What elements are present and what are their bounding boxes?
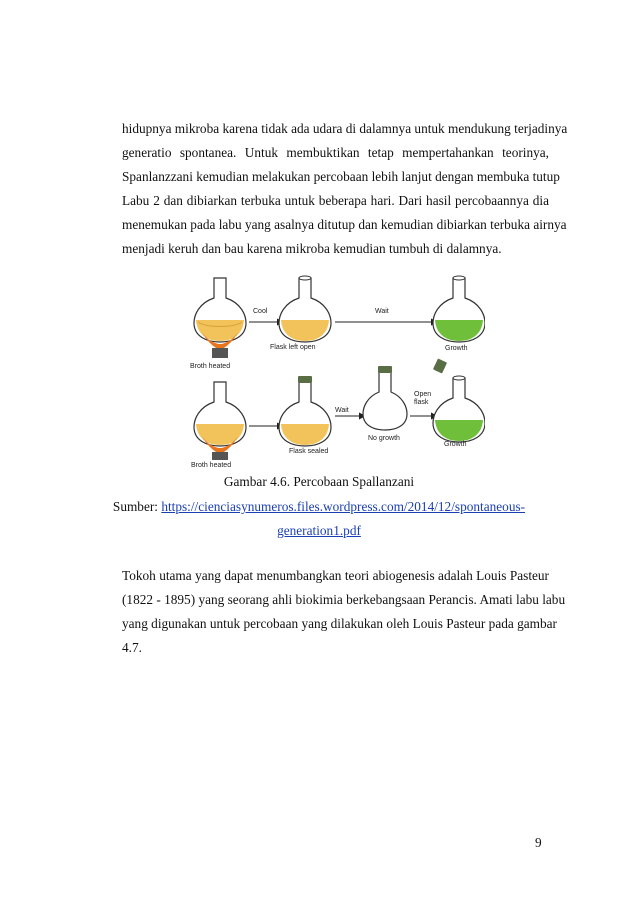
label-wait-top: Wait (375, 308, 389, 315)
flask-sealed (279, 376, 331, 446)
flask-growth-bottom (433, 376, 485, 442)
figure-source-line1 (0, 499, 638, 515)
label-flask-sealed: Flask sealed (289, 448, 329, 455)
flask-heated-bottom (194, 382, 246, 460)
source-prefix: Sumber: (112, 499, 162, 514)
text-line: (1822 - 1895) yang seorang ahli biokimia berkebangsaan Perancis. Amati labu labu (122, 592, 566, 607)
stopper-icon (298, 376, 312, 383)
source-link[interactable]: https://cienciasynumeros.files.wordpress.com/2014/12/spontaneous- (161, 499, 526, 514)
removed-stopper-icon (433, 358, 447, 373)
figure-caption: Gambar 4.6. Percobaan Spallanzani (223, 474, 415, 489)
text-line: Tokoh utama yang dapat menumbangkan teori abiogenesis adalah Louis Pasteur (122, 568, 549, 583)
text-line: 4.7. (122, 640, 142, 655)
burner-icon (212, 348, 228, 358)
label-growth-bottom: Growth (444, 441, 467, 448)
source-link-continued[interactable]: generation1.pdf (277, 523, 361, 538)
label-growth-top: Growth (445, 345, 468, 352)
burner-icon (212, 452, 228, 460)
text-line: yang digunakan untuk percobaan yang dilakukan oleh Louis Pasteur pada gambar (122, 616, 557, 631)
paragraph-spallanzani (122, 117, 568, 261)
paragraph-pasteur (122, 564, 566, 660)
flask-left-open (279, 276, 331, 342)
spallanzani-experiment-figure (185, 270, 485, 470)
label-cool: Cool (253, 308, 268, 315)
label-no-growth: No growth (368, 435, 400, 442)
label-open-flask-line1: Open (414, 391, 432, 398)
figure-source-line2 (0, 523, 638, 539)
flask-heated-top (194, 278, 246, 358)
text-line: Spanlanzzani kemudian melakukan percobaan lebih lanjut dengan membuka tutup (122, 169, 560, 184)
text-line: hidupnya mikroba karena tidak ada udara di dalamnya untuk mendukung terjadinya (122, 121, 568, 136)
text-line: menjadi keruh dan bau karena mikroba kemudian tumbuh di dalamnya. (122, 241, 502, 256)
text-line: menemukan pada labu yang asalnya ditutup dan kemudian dibiarkan terbuka airnya (122, 217, 567, 232)
label-broth-heated-top: Broth heated (190, 363, 231, 370)
label-broth-heated-bottom: Broth heated (191, 462, 232, 469)
flask-no-growth (363, 366, 407, 430)
label-wait-bottom: Wait (335, 407, 349, 414)
page-number: 9 (535, 835, 542, 850)
text-line: generatio spontanea. Untuk membuktikan tetap mempertahankan teorinya, (122, 145, 549, 160)
flask-growth-top (433, 276, 485, 342)
label-open-flask-line2: flask (414, 399, 429, 406)
label-flask-left-open: Flask left open (270, 344, 316, 351)
stopper-icon (378, 366, 392, 373)
text-line: Labu 2 dan dibiarkan terbuka untuk beberapa hari. Dari hasil percobaannya dia (122, 193, 549, 208)
